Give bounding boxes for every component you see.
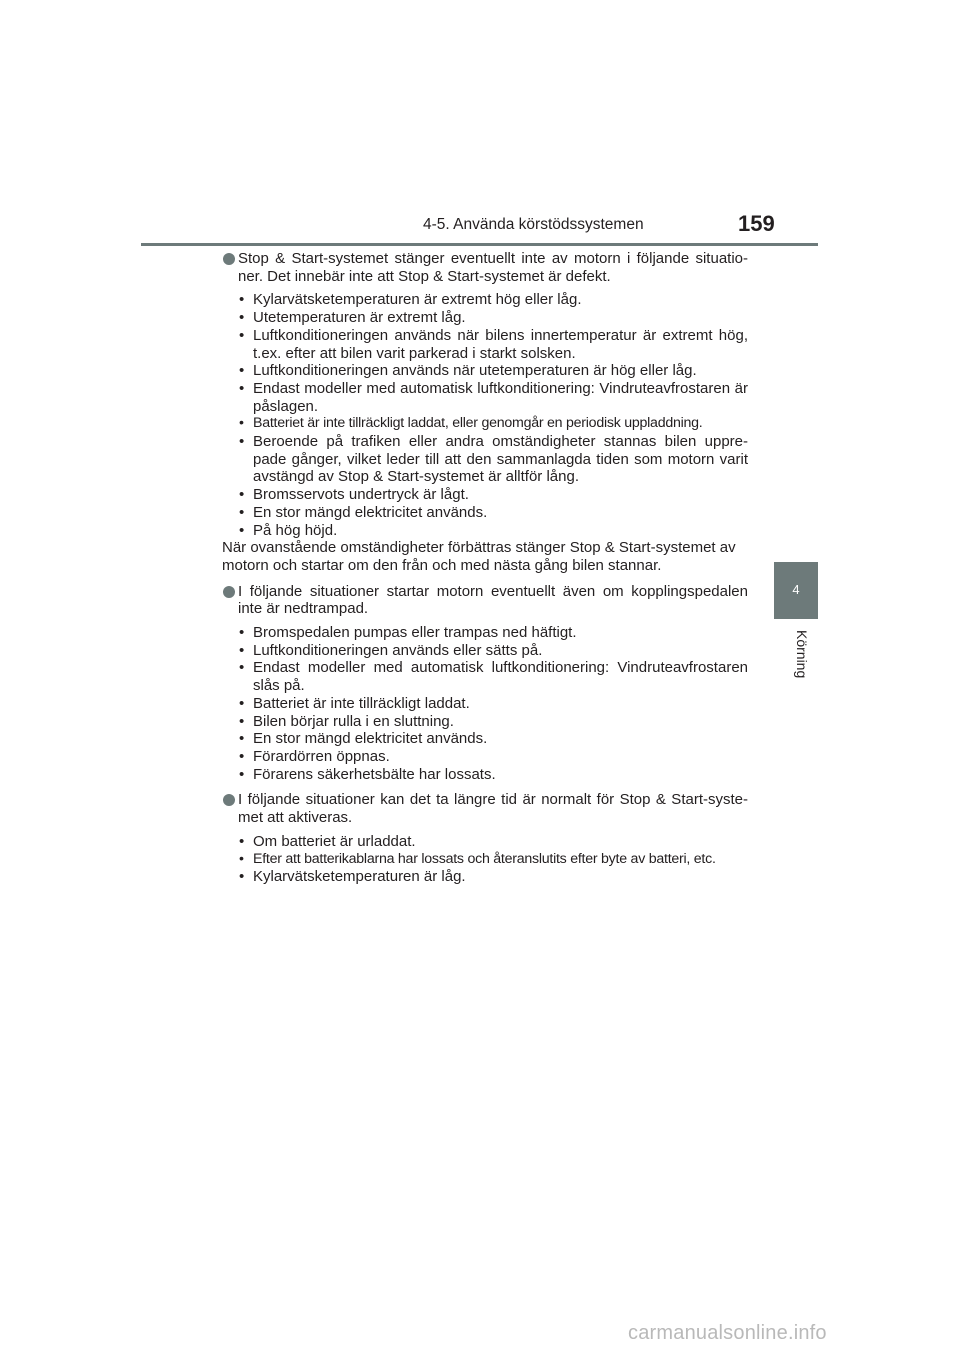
main-item-text: I följande situationer startar motorn eventuellt även om kopplingspedalen inte är nedtrampad. [238,582,748,618]
round-bullet-icon [223,253,235,265]
list-item: • Förarens säkerhetsbälte har lossats. [238,766,748,784]
watermark: carmanualsonline.info [628,1322,827,1344]
main-item [222,583,748,618]
header-divider [141,243,818,246]
list-item: • Batteriet är inte tillräckligt laddat, eller genomgår en periodisk uppladdning. [238,415,748,433]
list-item: • Beroende på trafiken eller andra omständigheter stannas bilen uppre-pade gånger, vilket leder till att den sammanlagda tiden som motorn varit avstängd av Stop & Start-systemet är alltför lång. [238,433,748,486]
list-item: • Endast modeller med automatisk luftkonditionering: Vindruteavfrostaren slås på. [238,659,748,694]
list-item: • Endast modeller med automatisk luftkonditionering: Vindruteavfrostaren är påslagen. [238,380,748,415]
section-title: 4-5. Använda körstödssystemen [423,216,644,233]
list-item: • Luftkonditioneringen används när bilens innertemperatur är extremt hög, t.ex. efter att bilen varit parkerad i starkt solsken. [238,327,748,362]
list-item: • Luftkonditioneringen används när utetemperaturen är hög eller låg. [238,362,748,380]
list-item: • Om batteriet är urladdat. [238,833,748,851]
page-content [222,250,748,886]
main-item-text: I följande situationer kan det ta längre tid är normalt för Stop & Start-syste-met att aktiveras. [238,791,748,827]
round-bullet-icon [223,794,235,806]
list-item: • Batteriet är inte tillräckligt laddat. [238,695,748,713]
main-item-text: Stop & Start-systemet stänger eventuellt inte av motorn i följande situatio-ner. Det innebär inte att Stop & Start-systemet är defekt. [238,250,748,285]
chapter-number: 4 [792,582,800,597]
chapter-label: Körning [794,630,810,679]
round-bullet-icon [223,586,235,598]
list-item: • Utetemperaturen är extremt låg. [238,309,748,327]
condition-list [222,833,748,886]
main-item [222,250,748,285]
list-item: • Kylarvätsketemperaturen är låg. [238,868,748,886]
list-item: • En stor mängd elektricitet används. [238,504,748,522]
list-item: • Kylarvätsketemperaturen är extremt hög eller låg. [238,291,748,309]
note-paragraph: När ovanstående omständigheter förbättras stänger Stop & Start-systemet av motorn och startar om den från och med nästa gång bilen stannar. [222,539,736,574]
list-item: • Bromspedalen pumpas eller trampas ned häftigt. [238,624,748,642]
condition-list [222,291,748,539]
list-item: • Bilen börjar rulla i en sluttning. [238,713,748,731]
list-item: • En stor mängd elektricitet används. [238,730,748,748]
list-item: • Efter att batterikablarna har lossats och återanslutits efter byte av batteri, etc. [238,851,748,869]
condition-list [222,624,748,783]
main-item [222,791,748,826]
chapter-tab [774,562,818,619]
list-item: • På hög höjd. [238,522,748,540]
page-number: 159 [738,211,775,236]
list-item: • Förardörren öppnas. [238,748,748,766]
list-item: • Bromsservots undertryck är lågt. [238,486,748,504]
list-item: • Luftkonditioneringen används eller sätts på. [238,642,748,660]
